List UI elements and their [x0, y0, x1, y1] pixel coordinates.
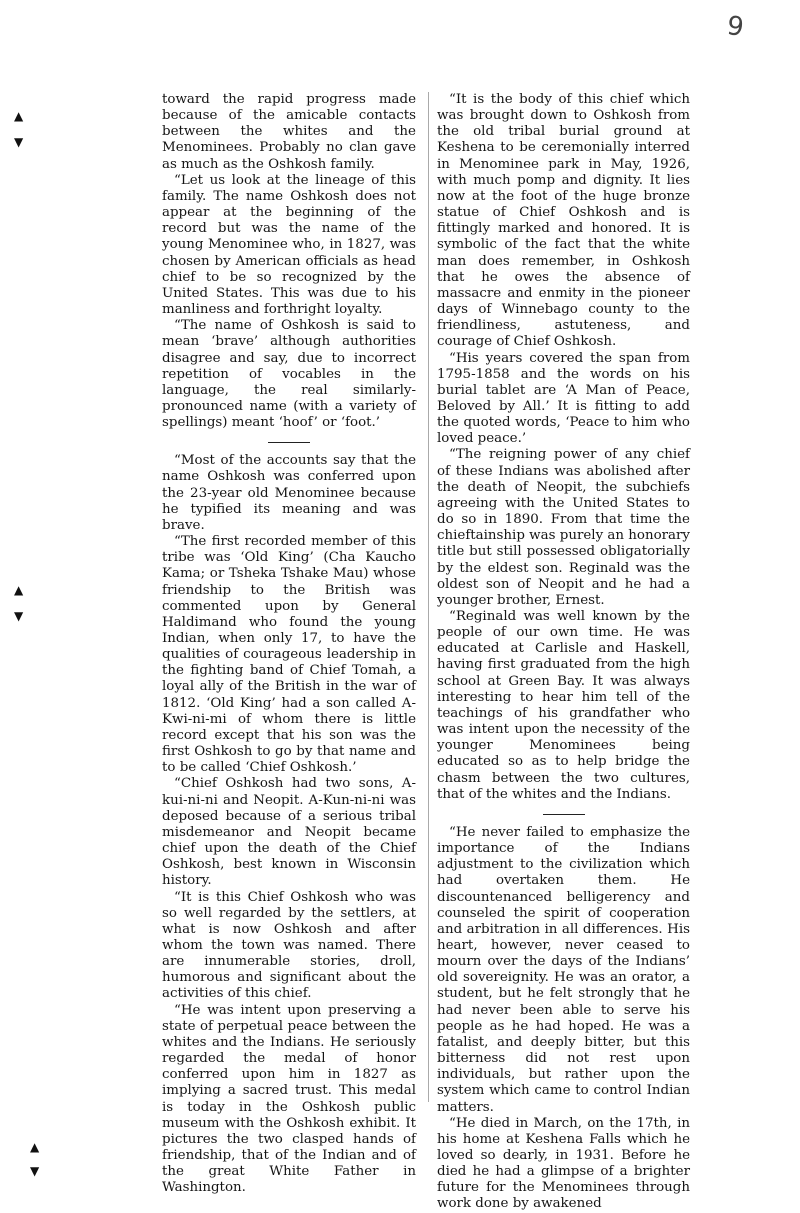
margin-mark-up-3: ▲: [30, 1140, 40, 1154]
paragraph: “His years covered the span from 1795-1858 and the words on his burial tablet are ‘A Man of Peace, Beloved by All.’ It is fitting to add the quoted words, ‘Peace to him who loved peace.’: [437, 350, 690, 447]
paragraph: “He died in March, on the 17th, in his home at Keshena Falls which he loved so dearly, in 1931. Before he died he had a glimpse of a brighter future for the Menominees through work done by awakened: [437, 1115, 690, 1212]
margin-mark-down-1: ▼: [14, 135, 24, 149]
paragraph: “He never failed to emphasize the importance of the Indians adjustment to the civilization which had overtaken them. He discountenanced belligerency and counseled the spirit of cooperation and arbitration in all differences. His heart, however, never ceased to mourn over the days of the Indians’ old sovereignity. He was an orator, a student, but he felt strongly that he had never been able to serve his people as he had hoped. He was a fatalist, and deeply bitter, but this bitterness did not rest upon individuals, but rather upon the system which came to control Indian matters.: [437, 824, 690, 1115]
paragraph: “The reigning power of any chief of these Indians was abolished after the death of Neopit, the subchiefs agreeing with the United States to do so in 1890. From that time the chieftainship was purely an honorary title but still possessed obligatorially by the eldest son. Reginald was the oldest son of Neopit and he had a younger brother, Ernest.: [437, 447, 690, 608]
paragraph: “Let us look at the lineage of this family. The name Oshkosh does not appear at the beginning of the record but was the name of the young Menominee who, in 1827, was chosen by American officials as head chief to be so recognized by the United States. This was due to his manliness and forthright loyalty.: [162, 172, 416, 318]
paragraph: “It is this Chief Oshkosh who was so well regarded by the settlers, at what is now Oshkosh and after whom the town was named. There are innumerable stories, droll, humorous and significant about the activities of this chief.: [162, 889, 416, 1002]
left-column: [162, 92, 416, 1196]
margin-mark-up-1: ▲: [14, 109, 24, 123]
margin-mark-up-2: ▲: [14, 583, 24, 597]
paragraph: “The first recorded member of this tribe was ‘Old King’ (Cha Kaucho Kama; or Tsheka Tshake Mau) whose friendship to the British was commented upon by General Haldimand who found the young Indian, when only 17, to have the qualities of courageous leadership in the fighting band of Chief Tomah, a loyal ally of the British in the war of 1812. ‘Old King’ had a son called A-Kwi-ni-mi of whom there is little record except that his son was the first Oshkosh to go by that name and to be called ‘Chief Oshkosh.’: [162, 534, 416, 776]
paragraph: “Most of the accounts say that the name Oshkosh was conferred upon the 23-year old Menominee because he typified its meaning and was brave.: [162, 453, 416, 533]
margin-mark-down-3: ▼: [30, 1164, 40, 1178]
paragraph: “It is the body of this chief which was brought down to Oshkosh from the old tribal burial ground at Keshena to be ceremonially interred in Menominee park in May, 1926, with much pomp and dignity. It lies now at the foot of the huge bronze statue of Chief Oshkosh and is fittingly marked and honored. It is symbolic of the fact that the white man does remember, in Oshkosh that he owes the absence of massacre and enmity in the pioneer days of Winnebago county to the friendliness, astuteness, and courage of Chief Oshkosh.: [437, 92, 690, 350]
section-rule: [268, 442, 310, 443]
section-rule: [543, 814, 585, 815]
paragraph: toward the rapid progress made because of the amicable contacts between the whites and the Menominees. Probably no clan gave as much as the Oshkosh family.: [162, 92, 416, 172]
column-divider: [428, 92, 429, 1102]
margin-mark-down-2: ▼: [14, 609, 24, 623]
paragraph: “Reginald was well known by the people of our own time. He was educated at Carlisle and Haskell, having first graduated from the high school at Green Bay. It was always interesting to hear him tell of the teachings of his grandfather who was intent upon the necessity of the younger Menominees being educated so as to help bridge the chasm between the two cultures, that of the whites and the Indians.: [437, 609, 690, 802]
paragraph: “The name of Oshkosh is said to mean ‘brave’ although authorities disagree and say, due to incorrect repetition of vocables in the language, the real similarly-pronounced name (with a variety of spellings) meant ‘hoof’ or ‘foot.’: [162, 318, 416, 431]
paragraph: “He was intent upon preserving a state of perpetual peace between the whites and the Indians. He seriously regarded the medal of honor conferred upon him in 1827 as implying a sacred trust. This medal is today in the Oshkosh public museum with the Oshkosh exhibit. It pictures the two clasped hands of friendship, that of the Indian and of the great White Father in Washington.: [162, 1002, 416, 1196]
paragraph: “Chief Oshkosh had two sons, A-kui-ni-ni and Neopit. A-Kun-ni-ni was deposed because of a serious tribal misdemeanor and Neopit became chief upon the death of the Chief Oshkosh, best known in Wisconsin history.: [162, 776, 416, 889]
page-number: 9: [724, 10, 746, 44]
right-column: [437, 92, 690, 1213]
